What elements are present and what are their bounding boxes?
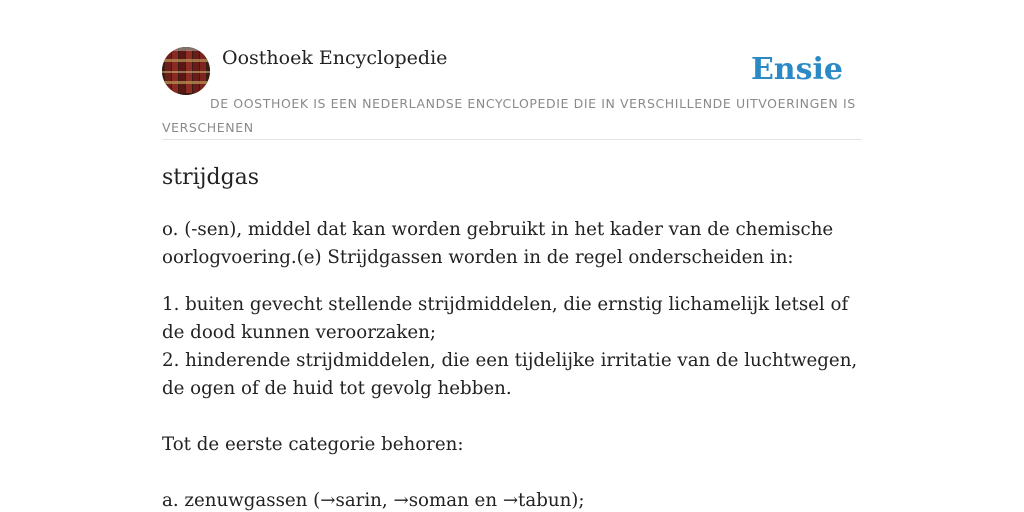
spacer	[162, 459, 862, 487]
site-tagline: DE OOSTHOEK IS EEN NEDERLANDSE ENCYCLOPEDIE DIE IN VERSCHILLENDE UITVOERINGEN IS VERSCHENEN	[162, 96, 856, 135]
list-item-2: 2. hinderende strijdmiddelen, die een tijdelijke irritatie van de luchtwegen, de ogen of de huid tot gevolg hebben.	[162, 350, 858, 399]
entry-title: strijdgas	[162, 165, 260, 190]
list-block	[162, 291, 862, 512]
definition-paragraph: o. (-sen), middel dat kan worden gebruikt in het kader van de chemische oorlogvoering.(e) Strijdgassen worden in de regel onderscheiden in:	[162, 219, 834, 268]
site-avatar[interactable]	[162, 47, 210, 95]
list-item-1: 1. buiten gevecht stellende strijdmiddelen, die ernstig lichamelijk letsel of de dood kunnen veroorzaken;	[162, 294, 849, 343]
book-spines-icon	[162, 47, 210, 95]
list-item-a: a. zenuwgassen (→sarin, →soman en →tabun);	[162, 490, 585, 511]
category-intro: Tot de eerste categorie behoren:	[162, 434, 464, 455]
site-title-link[interactable]: Oosthoek Encyclopedie	[222, 47, 448, 69]
ensie-logo[interactable]: Ensie	[750, 52, 843, 87]
spacer	[162, 403, 862, 431]
article	[162, 160, 862, 512]
site-header	[162, 46, 862, 140]
